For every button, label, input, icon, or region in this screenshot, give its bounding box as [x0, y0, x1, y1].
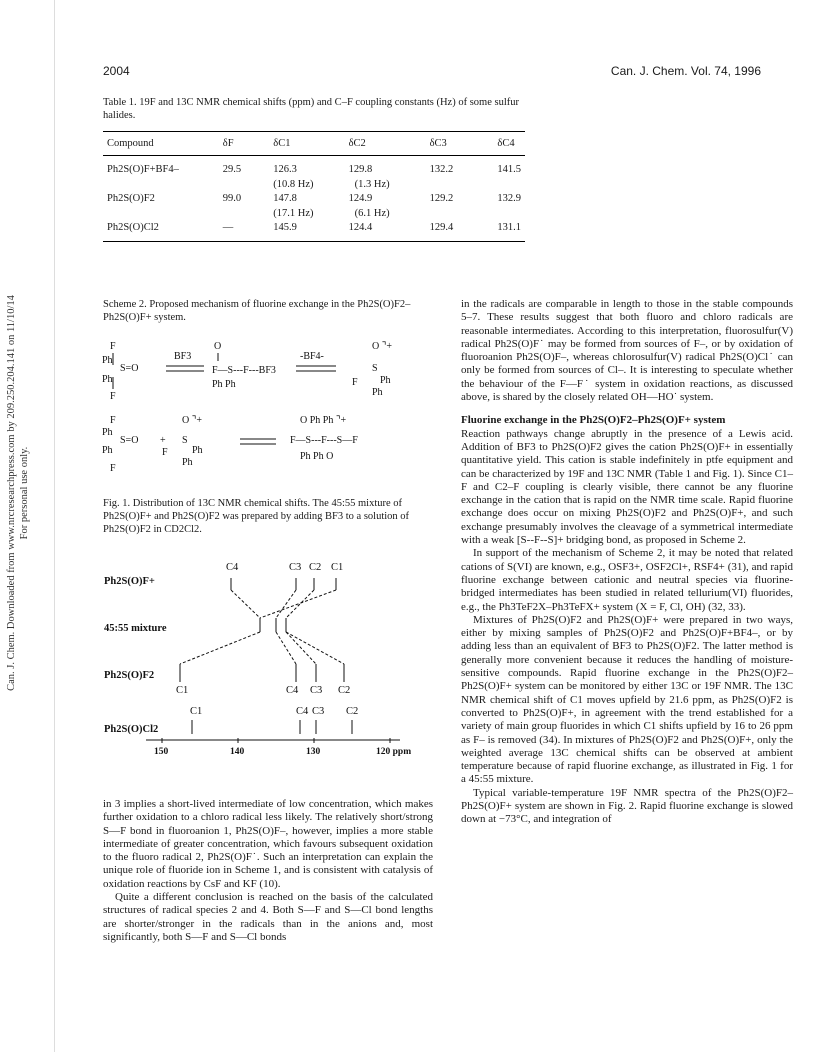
svg-text:Ph: Ph	[102, 445, 113, 456]
cell-dC3: 129.2	[429, 193, 454, 204]
cell-compound: Ph2S(O)Cl2	[103, 221, 219, 241]
svg-text:Ph: Ph	[102, 355, 113, 366]
svg-text:O ⌝+: O ⌝+	[182, 415, 203, 426]
svg-text:O Ph Ph ⌝+: O Ph Ph ⌝+	[300, 415, 347, 426]
svg-text:S=O: S=O	[120, 435, 139, 446]
svg-text:S=O: S=O	[120, 363, 139, 374]
svg-text:F: F	[110, 415, 116, 426]
svg-text:Ph: Ph	[380, 375, 391, 386]
cell-dC1-coupling: (10.8 Hz)	[273, 178, 314, 190]
svg-text:Ph: Ph	[182, 457, 193, 468]
cell-dC3: 132.2	[429, 164, 454, 175]
cell-dC4: 131.1	[493, 221, 525, 241]
paragraph: Mixtures of Ph2S(O)F2 and Ph2S(O)F+ were prepared in two ways, either by mixing samples of Ph2S(O)F2 and Ph2S(O)F+BF4–, or by adding less than an equivalent of BF3 to Ph2S(O)F2. The latter method is generally more convenient because it reduces the handling of moisture-sensitive compounds. Rapid fluorine exchange in the Ph2S(O)F2–Ph2S(O)F+ system can be monitored by either 13C or 19F NMR. The 13C NMR chemical shift of C1 moves upfield by 21.6 ppm, as Ph2S(O)F2 is converted to Ph2S(O)F+, in agreement with the trend established for a variety of main group fluorides in which C1 shifts upfield by 16 to 26 ppm as F– is removed (34). In mixtures of Ph2S(O)F2 and Ph2S(O)F+, only the weighted average 13C chemical shifts can be observed at ambient temperature because of rapid fluorine exchange, as illustrated in Fig. 1 for a 45:55 mixture.	[461, 613, 793, 786]
paragraph: Quite a different conclusion is reached on the basis of the calculated structures of radical species 2 and 4. Both S—F and S—Cl bond lengths are shorter/stronger in the radicals than in the anions and, most significantly, both S—F and S—Cl bonds	[103, 891, 433, 943]
fig1-top-label: C4	[226, 562, 239, 573]
svg-text:F: F	[162, 447, 168, 458]
svg-text:S: S	[372, 363, 378, 374]
margin-rule	[54, 0, 55, 1052]
svg-text:F: F	[110, 341, 116, 352]
fig1-f2-label: C4	[286, 685, 299, 696]
cell-dC2: 129.8	[348, 164, 373, 175]
table-row	[103, 156, 525, 178]
journal-header: Can. J. Chem. Vol. 74, 1996	[610, 64, 761, 78]
fig1-f2-label: C2	[338, 685, 351, 696]
cell-dC4: 132.9	[497, 193, 521, 204]
fig1-cl2-label: C2	[346, 706, 359, 717]
fig1-row-label: Ph2S(O)F+	[104, 576, 155, 587]
fig1-cl2-label: C4	[296, 706, 309, 717]
fig1-row-label: Ph2S(O)Cl2	[104, 724, 159, 735]
table1-header-row	[103, 132, 525, 156]
fig1-cl2-label: C1	[190, 706, 203, 717]
paragraph: in 3 implies a short-lived intermediate of low concentration, which makes further oxidation to a chloro radical less likely. The relatively short/strong S—F bond in fluoroanion 1, Ph2S(O)F–, however, implies a more stable intermediate of greater concentration, which favours subsequent oxidation to the fluoro radical 2, Ph2S(O)F˙. Such an interpretation can explain the unique role of fluoride ion in Scheme 1, and is consistent with catalysis of oxidation reactions by CsF and KF (10).	[103, 798, 433, 890]
cell-dF: —	[219, 221, 270, 241]
fig1-top-label: C2	[309, 562, 322, 573]
col-header: δC3	[426, 132, 494, 156]
fig1-row-label: 45:55 mixture	[104, 623, 167, 634]
cell-dC4: 141.5	[497, 164, 521, 175]
paragraph: in the radicals are comparable in length to those in the stable compounds 5–7. These results suggest that both fluoro and chloro radicals are reasonable intermediates. According to this interpretation, fluorosulfur(V) radical Ph2S(O)F˙ may be formed from sources of F–, or by oxidation of fluoroanion Ph2S(O)F–, whereas chlorosulfur(V) radical Ph2S(O)Cl˙ can only be formed from sources of Cl–. It is interesting to speculate whether the behaviour of the F––F˙ system in oxidation reactions, as discussed above, is shared by the closely related OH––HO˙ system.	[461, 298, 793, 404]
svg-text:Ph: Ph	[102, 374, 113, 385]
cell-dC1: 147.8	[273, 193, 297, 204]
left-column-text	[103, 798, 433, 944]
table1	[103, 131, 525, 242]
cell-dF: 99.0	[222, 193, 242, 204]
cell-dC1: 145.9	[269, 221, 344, 241]
fig1-top-label: C3	[289, 562, 302, 573]
fig1-axis-tick: 140	[230, 747, 245, 757]
svg-text:+: +	[160, 435, 166, 446]
figure1-axis	[100, 738, 440, 760]
svg-text:F—S---F---S—F: F—S---F---S—F	[290, 435, 358, 446]
cell-dC1: 126.3	[273, 164, 297, 175]
svg-text:Ph: Ph	[102, 427, 113, 438]
svg-text:O ⌝+: O ⌝+	[372, 341, 393, 352]
col-header: δC4	[493, 132, 525, 156]
fig1-top-label: C1	[331, 562, 344, 573]
table-row	[103, 221, 525, 241]
fig1-cl2-label: C3	[312, 706, 325, 717]
fig1-axis-tick: 150	[154, 747, 169, 757]
cell-dC3: 129.4	[426, 221, 494, 241]
col-header: δC1	[269, 132, 344, 156]
cell-dC2: 124.4	[345, 221, 426, 241]
svg-text:F—S---F---BF3: F—S---F---BF3	[212, 365, 276, 376]
svg-text:Ph Ph O: Ph Ph O	[300, 451, 334, 462]
cell-compound: Ph2S(O)F+BF4–	[107, 164, 179, 175]
svg-text:S: S	[182, 435, 188, 446]
cell-dF: 29.5	[222, 164, 242, 175]
col-header: δF	[219, 132, 270, 156]
svg-text:Ph: Ph	[192, 445, 203, 456]
fig1-axis-tick: 130	[306, 747, 321, 757]
table-row-coupling	[103, 207, 525, 222]
cell-dC2-coupling: (6.1 Hz)	[354, 207, 390, 219]
right-column-text	[461, 298, 793, 827]
col-header: δC2	[345, 132, 426, 156]
paragraph: Reaction pathways change abruptly in the presence of a Lewis acid. Addition of BF3 to Ph2S(O)F2 gives the cation Ph2S(O)F+ in essentially quantitative yield. This cation is stable indefinitely in ptfe equipment and can be characterized by 19F and 13C NMR (Table 1 and Fig. 1). Since C1–F and C2–F coupling is clearly visible, there cannot be any fluorine exchange in the cation that is rapid on the NMR time scale. Rapid fluorine exchange does occur on mixing Ph2S(O)F2 and Ph2S(O)F+, and such exchange presumably involves the cleavage of a symmetrical intermediate with a weak [S--F--S]+ bridging bond, as proposed in Scheme 2.	[461, 427, 793, 547]
table-row	[103, 192, 525, 207]
download-notice-line2: For personal use only.	[19, 446, 30, 540]
figure1-diagram	[100, 556, 440, 736]
cell-dC2-coupling: (1.3 Hz)	[354, 178, 390, 190]
download-notice	[5, 263, 31, 723]
figure1-caption: Fig. 1. Distribution of 13C NMR chemical shifts. The 45:55 mixture of Ph2S(O)F+ and Ph2S(O)F2 was prepared by adding BF3 to a solution of Ph2S(O)F2 in CD2Cl2.	[103, 498, 410, 535]
svg-text:F: F	[110, 463, 116, 474]
table1-caption: Table 1. 19F and 13C NMR chemical shifts (ppm) and C–F coupling constants (Hz) of some sulfur halides.	[103, 97, 519, 121]
fig1-f2-label: C3	[310, 685, 323, 696]
scheme2-diagram	[100, 335, 430, 485]
fig1-axis-tick: 120 ppm	[376, 747, 412, 757]
fig1-row-label: Ph2S(O)F2	[104, 670, 155, 681]
bf4-label: -BF4-	[300, 351, 324, 362]
cell-dC1-coupling: (17.1 Hz)	[273, 207, 314, 219]
section-heading: Fluorine exchange in the Ph2S(O)F2–Ph2S(O)F+ system	[461, 414, 726, 427]
cell-compound: Ph2S(O)F2	[107, 193, 155, 204]
fig1-f2-label: C1	[176, 685, 189, 696]
svg-text:Ph Ph: Ph Ph	[212, 379, 236, 390]
svg-text:F: F	[352, 377, 358, 388]
table-row-coupling	[103, 178, 525, 193]
paragraph: Typical variable-temperature 19F NMR spectra of the Ph2S(O)F2–Ph2S(O)F+ system are shown in Fig. 2. Rapid fluorine exchange is slowed down at −73°C, and integration of	[461, 786, 793, 826]
svg-text:O: O	[214, 341, 222, 352]
scheme2-caption: Scheme 2. Proposed mechanism of fluorine exchange in the Ph2S(O)F2–Ph2S(O)F+ system.	[103, 299, 411, 323]
page-number: 2004	[103, 64, 130, 78]
paragraph: In support of the mechanism of Scheme 2, it may be noted that related cations of S(VI) are known, e.g., OSF3+, OSF2Cl+, RSF4+ (31), and rapid fluorine exchange between cationic and neutral species via fluorine-bridged intermediates has been studied in related tellurium(VI) fluorides, e.g., the Ph3TeF2X–Ph3TeFX+ system (X = F, Cl, OH) (32, 33).	[461, 547, 793, 613]
svg-text:F: F	[110, 391, 116, 402]
svg-text:Ph: Ph	[372, 387, 383, 398]
col-header: Compound	[103, 132, 219, 156]
download-notice-line1: Can. J. Chem. Downloaded from www.nrcresearchpress.com by 209.250.204.141 on 11/10/14	[6, 295, 17, 691]
cell-dC2: 124.9	[348, 193, 373, 204]
bf3-label: BF3	[174, 351, 192, 362]
